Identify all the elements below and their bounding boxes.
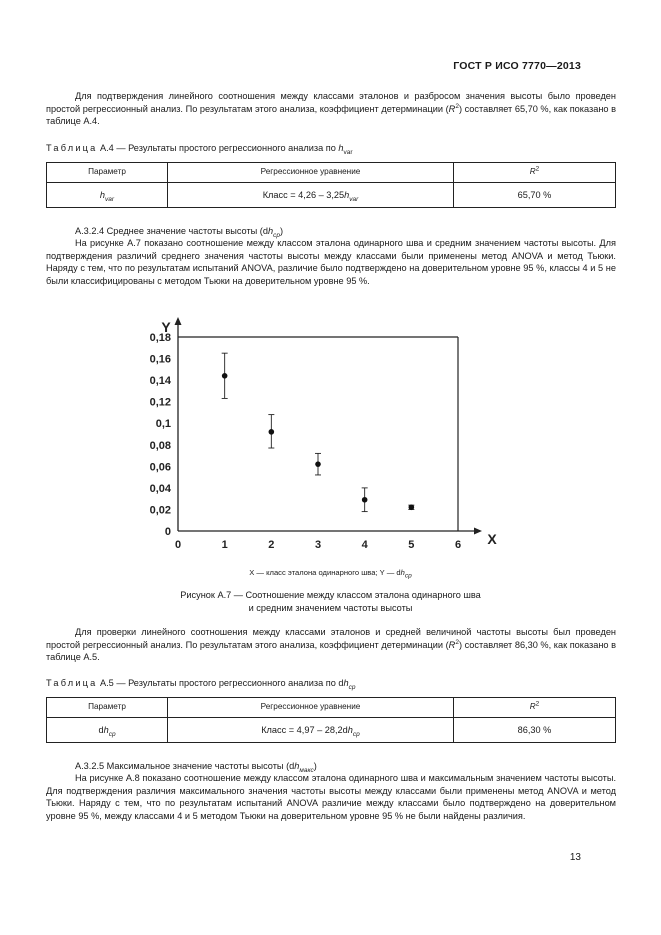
table-a4-param-var: h: [99, 189, 106, 200]
y-tick-label: 0: [164, 526, 171, 538]
a325-heading-sub: макс: [299, 766, 314, 774]
data-point: [362, 497, 368, 503]
table-a5-header-param: Параметр: [47, 698, 168, 718]
p1-text-end: ) составляет 65,70 %, как показано в таблице А.4.: [46, 103, 616, 127]
x-tick-label: 6: [454, 539, 462, 551]
table-a5-caption-label: Таблица: [46, 678, 98, 688]
table-a5-r2-cell: 86,30 %: [454, 718, 616, 743]
y-tick-label: 0,14: [149, 375, 171, 388]
table-a4-equation-text: Класс = 4,26 – 3,25: [262, 189, 345, 200]
table-a5-equation-sub: ср: [352, 730, 360, 738]
a324-heading-var: h: [267, 226, 274, 236]
table-a5-param-var: h: [103, 724, 109, 735]
table-a4-caption-sub: var: [343, 148, 353, 156]
figure-a7-chart: [130, 308, 497, 564]
table-a4-header-r-sup: 2: [535, 165, 540, 173]
data-point: [315, 461, 321, 467]
p1-text-start: Для подтверждения линейного соотношения между классами эталонов и разбросом значения высоты было проведен простой регрессионный анализ. По результатам этого анализа, коэффициент детерминации (: [46, 91, 616, 114]
y-tick-label: 0,08: [149, 439, 171, 452]
p3-text-end: ) составляет 86,30 %, как показано в таблице А.5.: [46, 639, 616, 663]
figure-a7-caption-line2: и средним значением частоты высоты: [248, 602, 413, 613]
table-a4: [46, 162, 616, 208]
table-a5-header-r-sup: 2: [535, 700, 540, 708]
paragraph-regression-dhcp: [46, 626, 616, 664]
table-a4-header-r: R: [529, 167, 536, 177]
x-axis-title: X: [487, 531, 497, 547]
figure-a7-caption-line1: Рисунок А.7 — Соотношение между классом эталона одинарного шва: [180, 590, 481, 600]
paragraph-anova-mean: На рисунке А.7 показано соотношение между классом эталона одинарного шва и средним значением частоты высоты. Для подтверждения различий среднего значения частоты высоты между классами были применены метод ANOVA и метод Тьюки. Наряду с тем, что по результатам испытаний ANOVA, различие было подтверждено на доверительном уровне 95 %, классы 4 и 5 не были классифицированы с методом Тьюки на доверительном уровне 95 %.: [46, 238, 616, 286]
table-a4-header-row: [47, 163, 616, 183]
table-a5-header-row: [47, 698, 616, 718]
table-a5-row: [47, 718, 616, 743]
table-a4-param-cell: [47, 183, 168, 208]
legend-var: h: [400, 568, 405, 577]
table-a5-caption-var: h: [343, 678, 349, 688]
figure-a7-legend: [0, 567, 661, 580]
legend-text: X — класс эталона одинарного шва; Y — d: [249, 568, 401, 577]
y-axis-title: Y: [161, 319, 171, 335]
table-a4-header-param: Параметр: [47, 163, 168, 183]
table-a4-param-sub: var: [105, 195, 115, 203]
table-a4-caption: [46, 142, 353, 155]
table-a5-header-r: R: [529, 702, 536, 712]
table-a5-equation-text: Класс = 4,97 – 28,2d: [261, 724, 348, 735]
table-a5-param-cell: [47, 718, 168, 743]
y-tick-label: 0,1: [155, 418, 171, 431]
a325-heading-var: h: [294, 761, 300, 771]
y-axis-arrow: [175, 317, 182, 325]
a325-heading-close: ): [313, 761, 317, 771]
data-point: [269, 429, 275, 435]
data-point: [222, 373, 228, 379]
paragraph-anova-max: На рисунке А.8 показано соотношение между классом эталона одинарного шва и максимальным значением частоты высоты. Для подтверждения различия максимального значения частоты высоты между классами были применены метод ANOVA и метод Тьюки. Наряду с тем, что по результатам испытаний ANOVA различие между классами было подтверждено на доверительном уровне 95 %, между классами 4 и 5 методом Тьюки на доверительном уровне 95 % не были найдены различия.: [46, 773, 616, 821]
legend-sub: ср: [404, 572, 412, 580]
x-tick-label: 4: [361, 539, 368, 551]
x-axis-arrow: [474, 528, 482, 535]
table-a5-header-equation: Регрессионное уравнение: [168, 698, 454, 718]
y-tick-label: 0,12: [149, 396, 171, 409]
x-tick-label: 3: [314, 539, 322, 551]
y-tick-label: 0,06: [149, 461, 171, 474]
a325-heading-text: А.3.2.5 Максимальное значение частоты высоты (d: [75, 761, 295, 771]
table-a4-row: [47, 183, 616, 208]
p1-r-symbol: R: [448, 103, 456, 114]
table-a5-equation-var: h: [347, 724, 353, 735]
table-a5-caption: [46, 677, 356, 690]
x-tick-label: 0: [174, 539, 182, 551]
table-a4-caption-text: А.4 — Результаты простого регрессионного анализа по: [97, 143, 339, 153]
figure-a7-caption: [0, 589, 661, 614]
section-a325-heading: [46, 760, 616, 773]
y-tick-label: 0,02: [149, 504, 171, 517]
page-number: 13: [569, 852, 581, 863]
table-a5: [46, 697, 616, 743]
x-tick-label: 1: [221, 539, 228, 551]
p3-r-superscript: 2: [455, 638, 459, 646]
table-a4-caption-label: Таблица: [46, 143, 98, 153]
paragraph-regression-hvar: [46, 90, 616, 128]
table-a4-caption-var: h: [338, 143, 344, 153]
table-a4-r2-cell: 65,70 %: [454, 183, 616, 208]
y-tick-label: 0,18: [149, 332, 171, 344]
y-tick-label: 0,16: [149, 353, 171, 366]
p1-r-superscript: 2: [455, 102, 459, 110]
table-a4-equation-sub: var: [349, 195, 359, 203]
document-header: ГОСТ Р ИСО 7770—2013: [453, 60, 581, 72]
data-point: [409, 504, 415, 510]
a324-heading-close: ): [279, 226, 284, 236]
y-tick-label: 0,04: [149, 482, 171, 495]
table-a5-param-d: d: [98, 724, 104, 735]
a324-heading-text: А.3.2.4 Среднее значение частоты высоты (d: [75, 226, 268, 236]
table-a4-equation-cell: [168, 183, 454, 208]
table-a4-header-r2: [454, 163, 616, 183]
table-a4-header-equation: Регрессионное уравнение: [168, 163, 454, 183]
table-a5-param-sub: ср: [108, 730, 116, 738]
section-a324-heading: [46, 225, 616, 238]
p3-text-start: Для проверки линейного соотношения между классами эталонов и средней величиной частоты высоты был проведен простой регрессионный анализ. По результатам этого анализа, коэффициент детерминации (: [46, 627, 616, 650]
table-a5-equation-cell: [168, 718, 454, 743]
table-a5-caption-text: А.5 — Результаты простого регрессионного анализа по d: [97, 678, 344, 688]
chart-plot-area: [150, 317, 498, 551]
x-tick-label: 2: [268, 539, 275, 551]
a324-heading-sub: ср: [273, 231, 280, 239]
table-a4-equation-var: h: [344, 189, 350, 200]
table-a5-header-r2: [454, 698, 616, 718]
p3-r-symbol: R: [448, 639, 456, 650]
table-a5-caption-sub: ср: [348, 683, 356, 691]
x-tick-label: 5: [408, 539, 415, 551]
